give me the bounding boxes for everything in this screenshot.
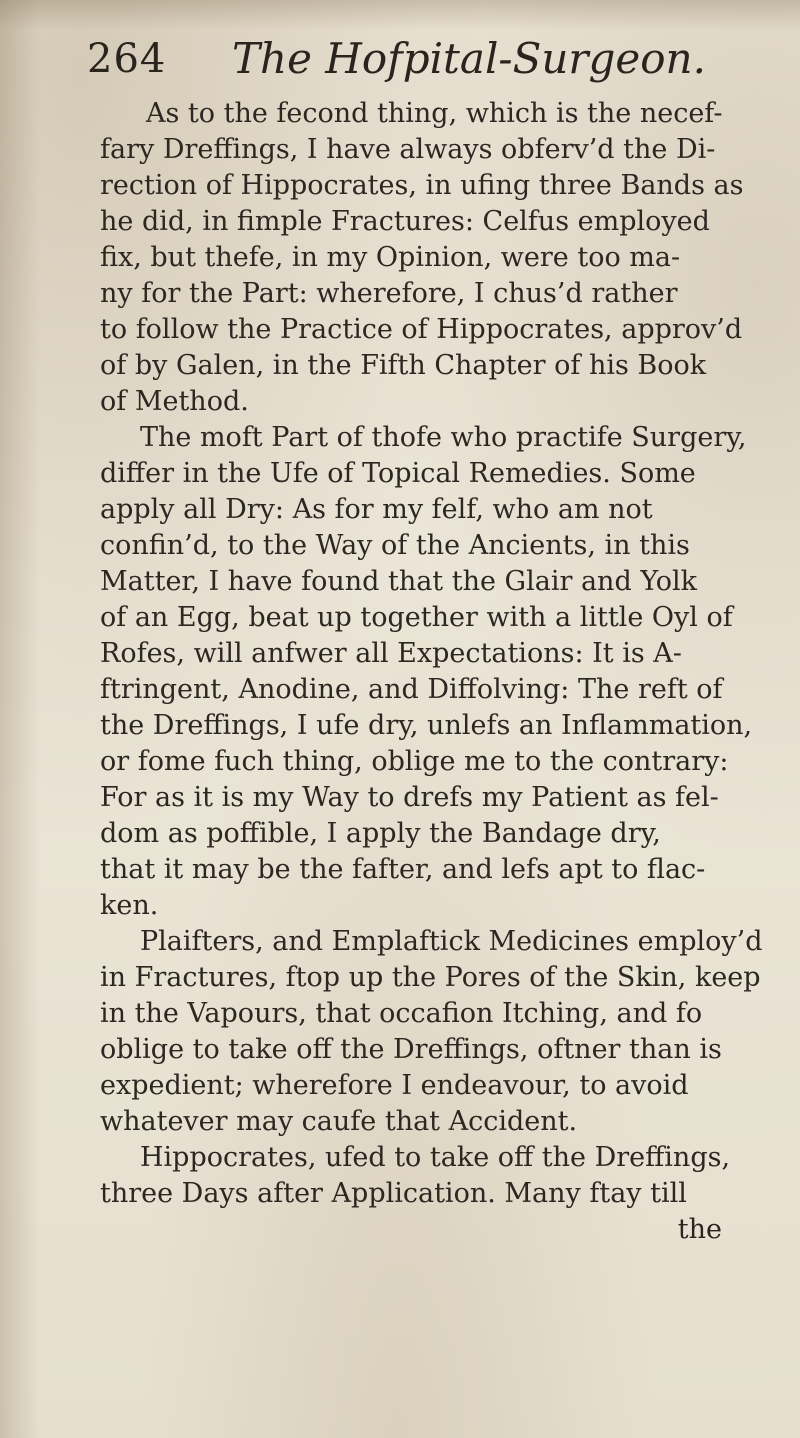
page-number: 264 [87, 36, 167, 82]
text-line: that it may be the fafter, and lefs apt to flac- [100, 854, 706, 885]
text-line: As to the fecond thing, which is the necef- [146, 98, 723, 129]
text-line: the Dreffings, I ufe dry, unlefs an Inflammation, [100, 710, 753, 741]
text-line: of by Galen, in the Fifth Chapter of his Book [100, 350, 707, 381]
body-text [100, 96, 763, 1248]
text-line: differ in the Ufe of Topical Remedies. Some [100, 458, 696, 489]
text-line: in the Vapours, that occafion Itching, and fo [100, 998, 703, 1029]
text-line: confin’d, to the Way of the Ancients, in this [100, 530, 690, 561]
text-line: or fome fuch thing, oblige me to the contrary: [100, 746, 729, 777]
text-line: whatever may caufe that Accident. [100, 1106, 578, 1137]
text-line: dom as poffible, I apply the Bandage dry, [100, 818, 661, 849]
running-head: The Hofpital-Surgeon. [232, 34, 706, 83]
text-line: Hippocrates, ufed to take off the Dreffings, [140, 1142, 731, 1173]
text-line: ny for the Part: wherefore, I chus’d rather [100, 278, 678, 309]
catchword-row [100, 1212, 760, 1248]
text-line: to follow the Practice of Hippocrates, approv’d [100, 314, 743, 345]
text-line: in Fractures, ftop up the Pores of the Skin, keep [100, 962, 761, 993]
page-header [87, 12, 747, 92]
text-line: fary Dreffings, I have always obferv’d the Di- [100, 134, 716, 165]
text-line: three Days after Application. Many ftay till [100, 1178, 687, 1209]
text-line: Matter, I have found that the Glair and Yolk [100, 566, 698, 597]
text-line: rection of Hippocrates, in ufing three Bands as [100, 170, 744, 201]
text-line: ftringent, Anodine, and Diffolving: The reft of [100, 674, 723, 705]
text-line: expedient; wherefore I endeavour, to avoid [100, 1070, 689, 1101]
text-line: of Method. [100, 386, 249, 417]
text-line: of an Egg, beat up together with a little Oyl of [100, 602, 733, 633]
text-line: The moft Part of thofe who practife Surgery, [140, 422, 747, 453]
text-line: he did, in fimple Fractures: Celfus employed [100, 206, 710, 237]
text-line: Rofes, will anfwer all Expectations: It is A- [100, 638, 682, 669]
catchword: the [677, 1214, 722, 1245]
text-line: For as it is my Way to drefs my Patient as fel- [100, 782, 719, 813]
text-line: apply all Dry: As for my felf, who am not [100, 494, 653, 525]
text-line: Plaifters, and Emplaftick Medicines employ’d [140, 926, 763, 957]
text-line: oblige to take off the Dreffings, oftner than is [100, 1034, 722, 1065]
page-edge-shadow-left [0, 0, 40, 1438]
text-line: fix, but thefe, in my Opinion, were too ma- [100, 242, 681, 273]
text-line: ken. [100, 890, 159, 921]
